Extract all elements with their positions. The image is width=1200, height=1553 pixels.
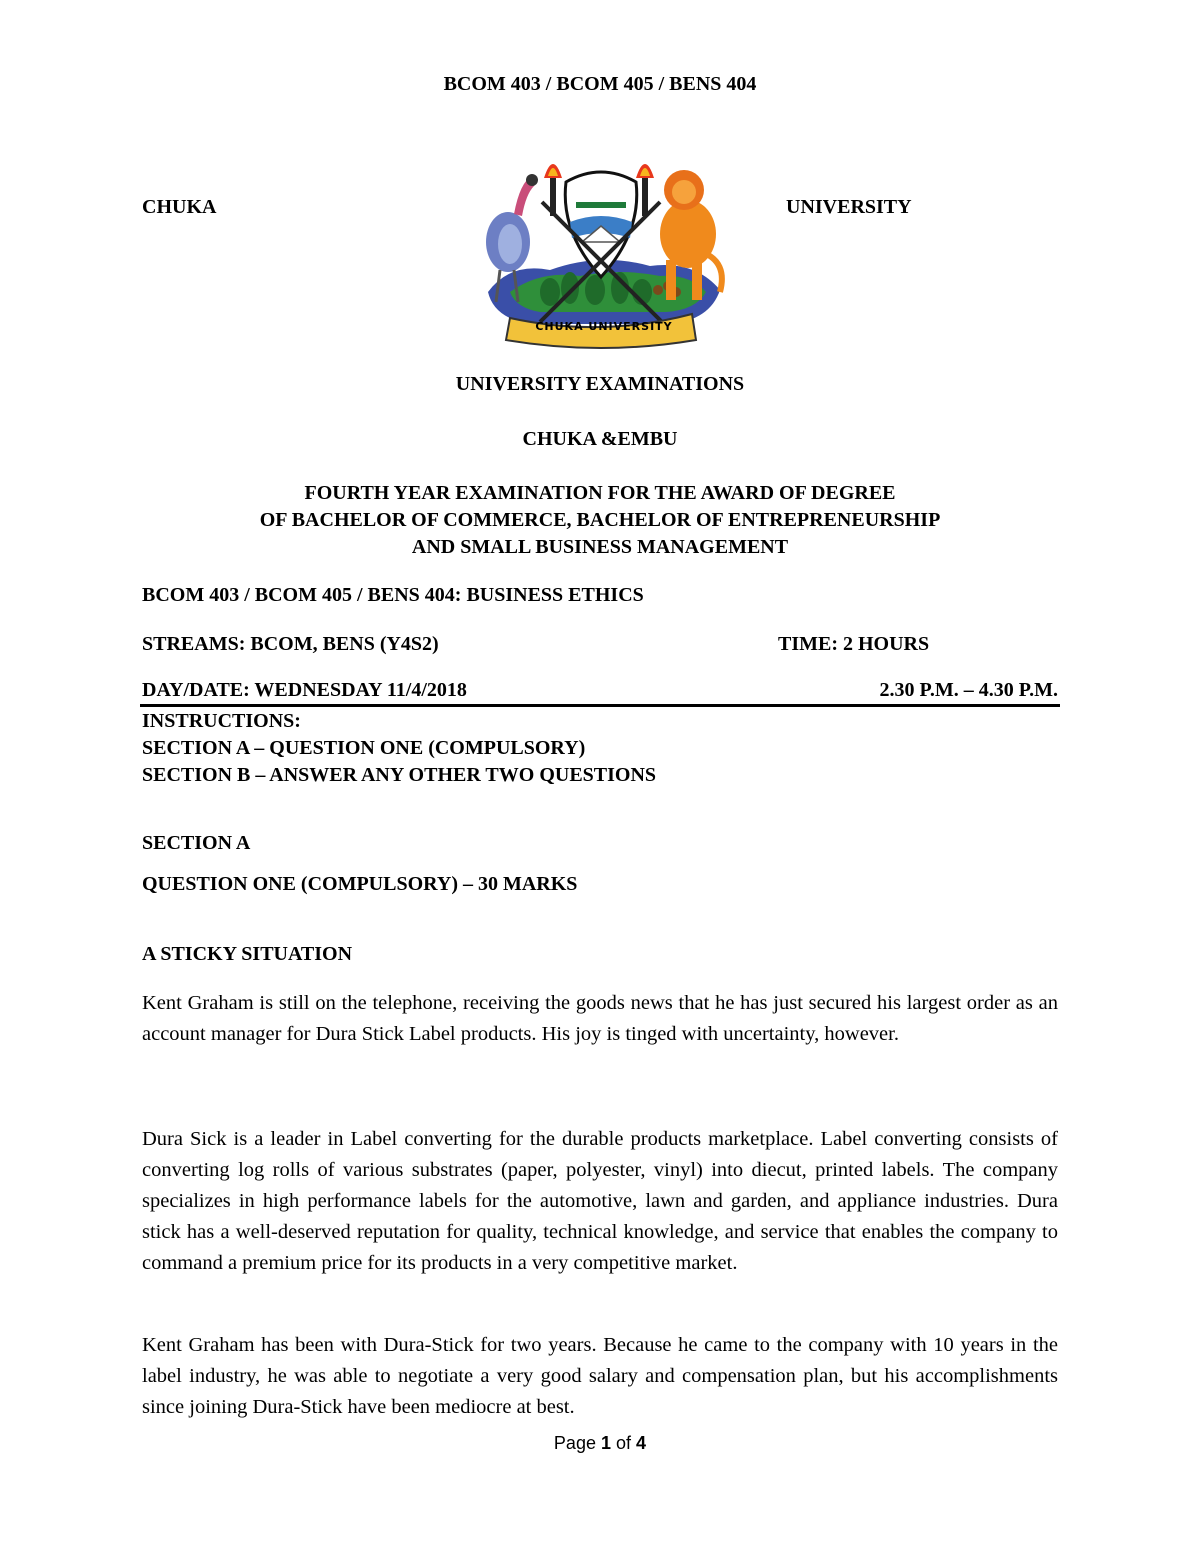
day-date-line: DAY/DATE: WEDNESDAY 11/4/2018 [142, 679, 467, 701]
exam-title: UNIVERSITY EXAMINATIONS [455, 373, 745, 395]
crest-banner-text: CHUKA UNIVERSITY [535, 320, 673, 333]
header-course-codes: BCOM 403 / BCOM 405 / BENS 404 [443, 73, 757, 95]
instruction-section-b: SECTION B – ANSWER ANY OTHER TWO QUESTIONS [142, 764, 657, 786]
question-heading: QUESTION ONE (COMPULSORY) – 30 MARKS [142, 873, 578, 895]
footer-page-total: 4 [636, 1433, 647, 1453]
header-divider [140, 704, 1060, 707]
footer-page-word: Page [553, 1433, 596, 1453]
title-left-word: CHUKA [142, 196, 217, 218]
section-title: SECTION A [142, 832, 251, 854]
award-line-1: FOURTH YEAR EXAMINATION FOR THE AWARD OF DEGREE [304, 482, 896, 504]
campus-line: CHUKA &EMBU [522, 428, 678, 450]
title-right-word: UNIVERSITY [786, 196, 912, 218]
page-footer [0, 1433, 1200, 1454]
award-line-3: AND SMALL BUSINESS MANAGEMENT [411, 536, 789, 558]
time-allowed: TIME: 2 HOURS [778, 633, 930, 655]
course-title: BCOM 403 / BCOM 405 / BENS 404: BUSINESS ETHICS [142, 584, 644, 606]
paragraph-3: Kent Graham has been with Dura-Stick for two years. Because he came to the company with 10 years in the label industry, he was able to negotiate a very good salary and compensation plan, but his accomplishments since joining Dura-Stick have been mediocre at best. [142, 1334, 1058, 1418]
instruction-section-a: SECTION A – QUESTION ONE (COMPULSORY) [142, 737, 586, 759]
streams-line: STREAMS: BCOM, BENS (Y4S2) [142, 633, 439, 655]
instructions-heading: INSTRUCTIONS: [142, 710, 301, 732]
footer-page-number: 1 [600, 1433, 611, 1453]
paragraph-2: Dura Sick is a leader in Label converting for the durable products marketplace. Label converting consists of converting log rolls of various substrates (paper, polyester, vinyl) into diecut, printed labels. The company specializes in high performance labels for the automotive, lawn and garden, and appliance industries. Dura stick has a well-deserved reputation for quality, technical knowledge, and service that enables the company to command a premium price for its products in a very competitive market. [142, 1128, 1058, 1274]
university-crest-logo [470, 142, 732, 354]
footer-of-word: of [616, 1433, 632, 1453]
award-line-2: OF BACHELOR OF COMMERCE, BACHELOR OF ENTREPRENEURSHIP [259, 509, 941, 531]
paragraph-1: Kent Graham is still on the telephone, receiving the goods news that he has just secured his largest order as an account manager for Dura Stick Label products. His joy is tinged with uncertainty, however. [142, 992, 1058, 1045]
time-range: 2.30 P.M. – 4.30 P.M. [879, 679, 1058, 701]
case-title: A STICKY SITUATION [142, 943, 353, 965]
